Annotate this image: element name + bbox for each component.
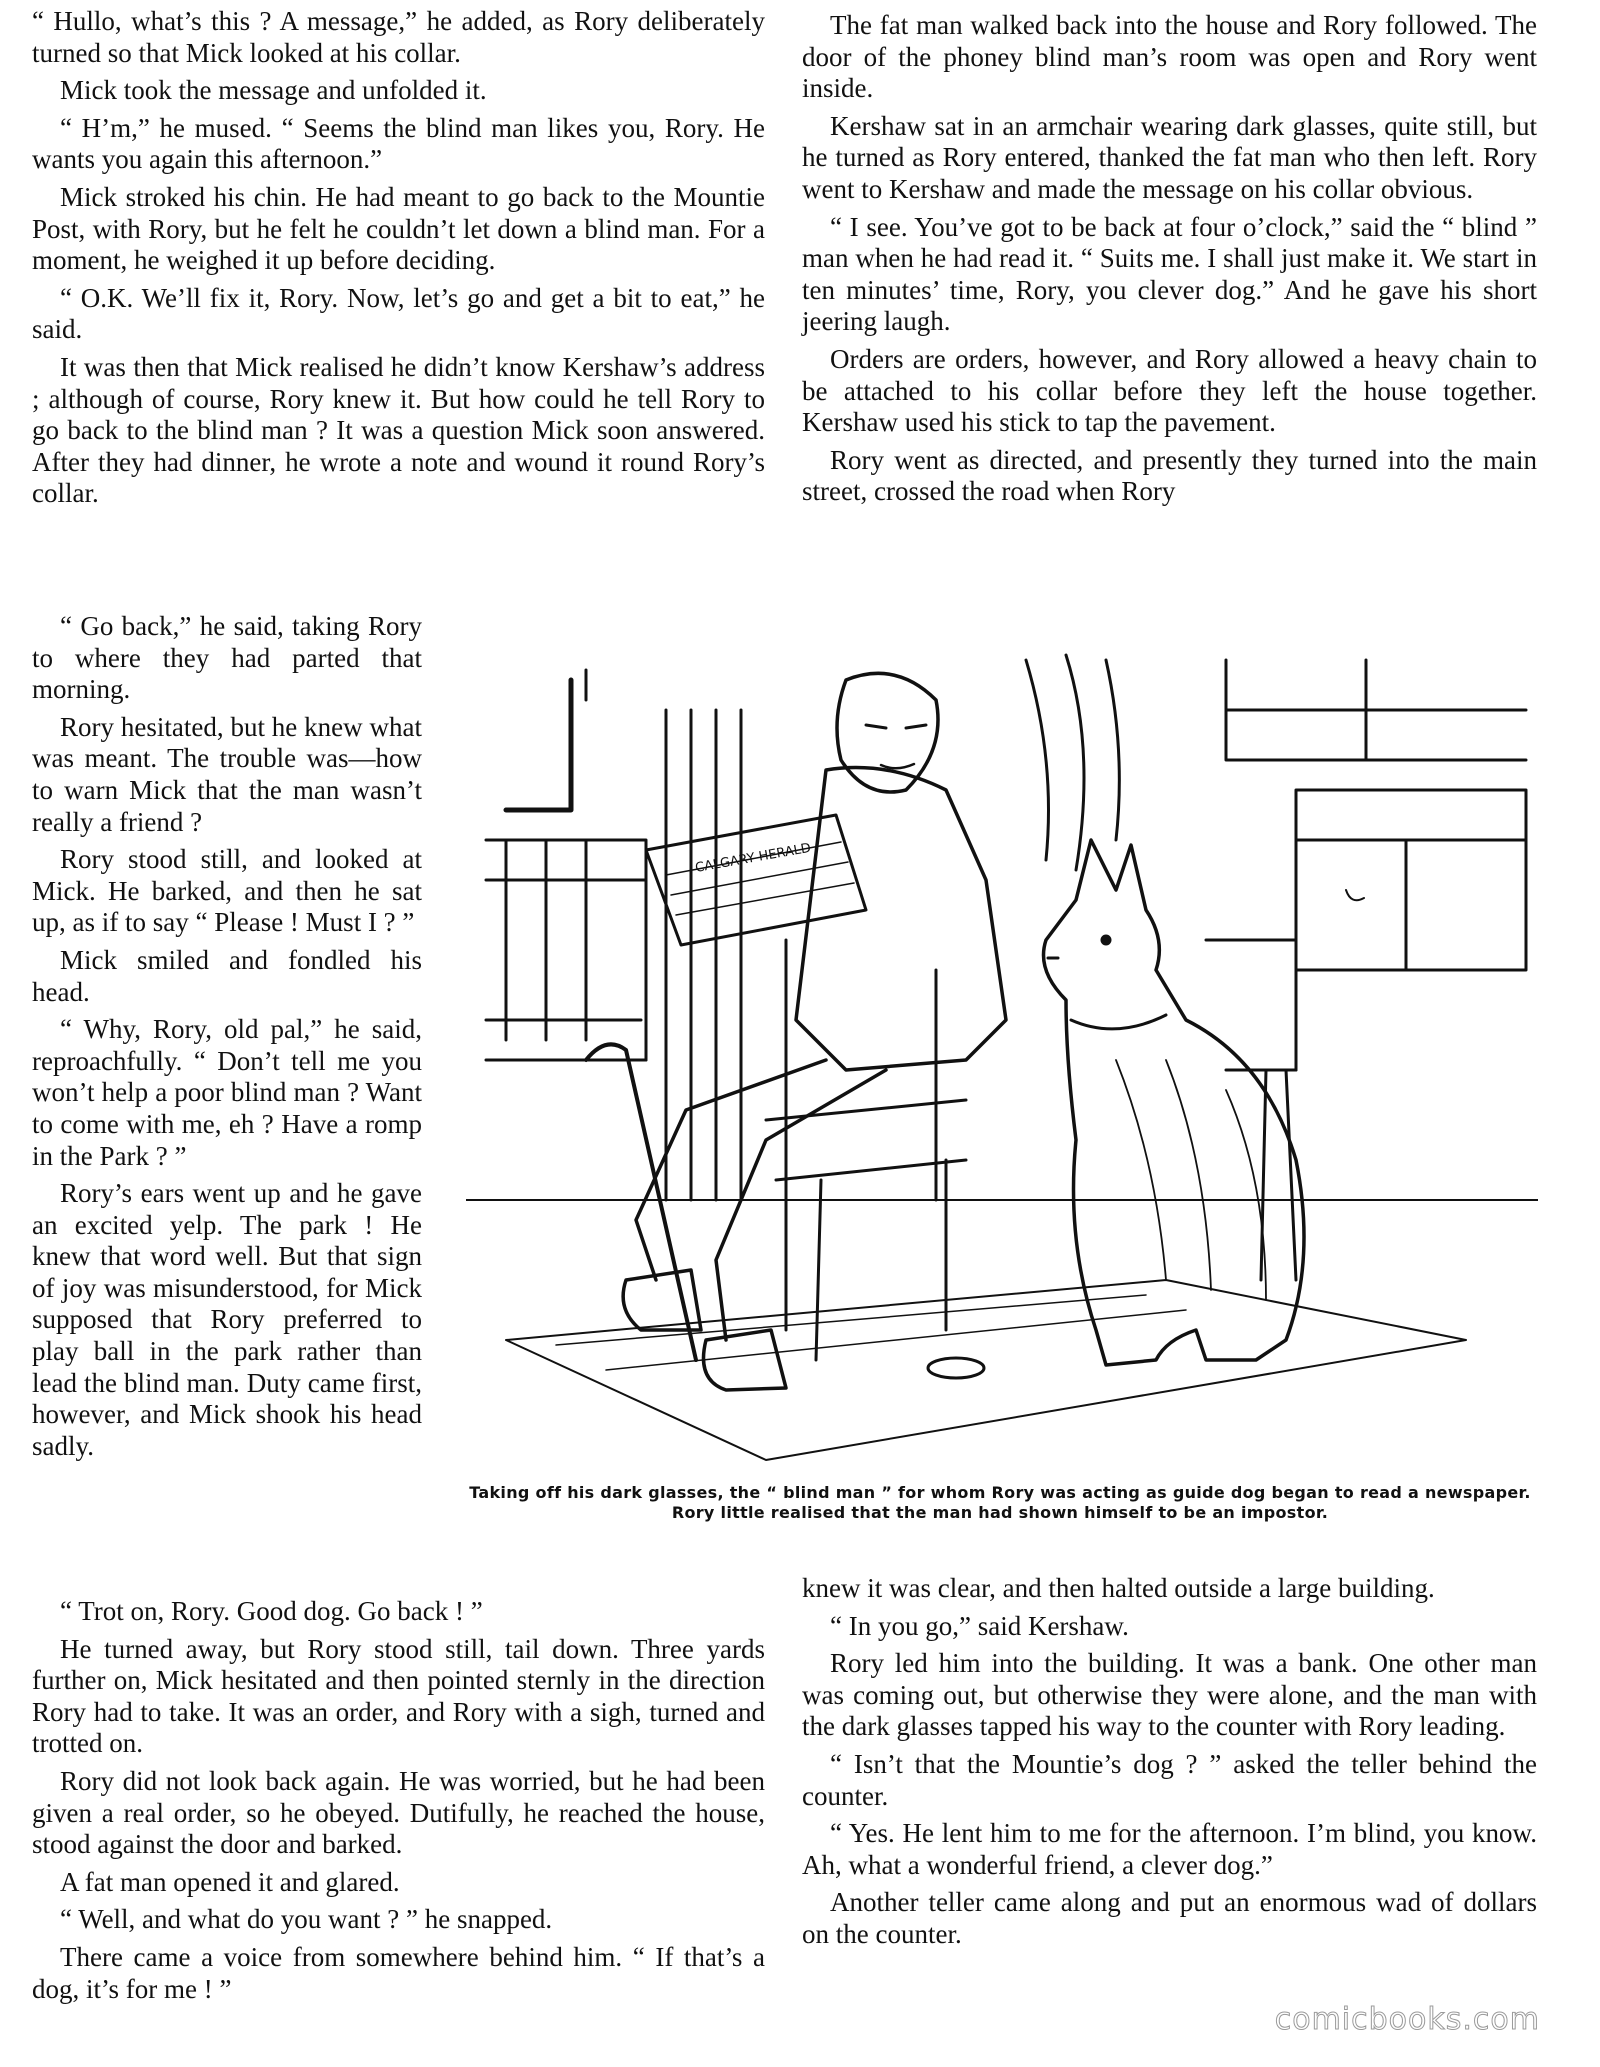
paragraph: “ H’m,” he mused. “ Seems the blind man likes you, Rory. He wants you again this afternoon.”	[32, 112, 765, 175]
paragraph: Rory stood still, and looked at Mick. He barked, and then he sat up, as if to say “ Please ! Must I ? ”	[32, 844, 422, 938]
watermark-text: comicbooks.com	[1274, 2002, 1540, 2037]
paragraph: Mick stroked his chin. He had meant to go back to the Mountie Post, with Rory, but he felt he couldn’t let down a blind man. For a moment, he weighed it up before deciding.	[32, 181, 765, 276]
right-column-bottom	[802, 1573, 1537, 1957]
paragraph: The fat man walked back into the house and Rory followed. The door of the phoney blind man’s room was open and Rory went inside.	[802, 10, 1537, 104]
left-column-bottom	[32, 1596, 765, 2011]
paragraph: Rory hesitated, but he knew what was meant. The trouble was—how to warn Mick that the man wasn’t really a friend ?	[32, 711, 422, 837]
paragraph: “ I see. You’ve got to be back at four o’clock,” said the “ blind ” man when he had read it. “ Suits me. I shall just make it. We start in ten minutes’ time, Rory, you clever dog.” And he gave his short jeering laugh.	[802, 211, 1537, 337]
paragraph: It was then that Mick realised he didn’t know Kershaw’s address ; although of course, Rory knew it. But how could he tell Rory to go back to the blind man ? It was a question Mick soon answered. After they had dinner, he wrote a note and wound it round Rory’s collar.	[32, 351, 765, 509]
paragraph: “ Yes. He lent him to me for the afternoon. I’m blind, you know. Ah, what a wonderful friend, a clever dog.”	[802, 1818, 1537, 1880]
paragraph: “ Go back,” he said, taking Rory to where they had parted that morning.	[32, 611, 422, 705]
paragraph: Mick smiled and fondled his head.	[32, 944, 422, 1007]
paragraph: Rory’s ears went up and he gave an excited yelp. The park ! He knew that word well. But that sign of joy was misunderstood, for Mick supposed that Rory preferred to play ball in the park rather than lead the blind man. Duty came first, however, and Mick shook his head sadly.	[32, 1178, 422, 1461]
paragraph: “ Hullo, what’s this ? A message,” he added, as Rory deliberately turned so that Mick looked at his collar.	[32, 6, 765, 68]
paragraph: He turned away, but Rory stood still, tail down. Three yards further on, Mick hesitated and then pointed sternly in the direction Rory had to take. It was an order, and Rory with a sigh, turned and trotted on.	[32, 1633, 765, 1759]
right-column-top	[802, 10, 1537, 514]
paragraph: Rory went as directed, and presently they turned into the main street, crossed the road when Rory	[802, 444, 1537, 507]
left-column-top	[32, 6, 765, 516]
left-column-narrow	[32, 611, 422, 1468]
paragraph: “ O.K. We’ll fix it, Rory. Now, let’s go and get a bit to eat,” he said.	[32, 282, 765, 345]
paragraph: Another teller came along and put an enormous wad of dollars on the counter.	[802, 1887, 1537, 1949]
paragraph: Mick took the message and unfolded it.	[60, 75, 487, 106]
paragraph: “ Isn’t that the Mountie’s dog ? ” asked the teller behind the counter.	[802, 1748, 1537, 1811]
paragraph: “ Trot on, Rory. Good dog. Go back ! ”	[60, 1596, 483, 1626]
newspaper-masthead: CALGARY HERALD	[694, 840, 813, 876]
paragraph: “ Why, Rory, old pal,” he said, reproachfully. “ Don’t tell me you won’t help a poor blind man ? Want to come with me, eh ? Have a romp in the Park ? ”	[32, 1014, 422, 1171]
paragraph: Kershaw sat in an armchair wearing dark glasses, quite still, but he turned as Rory entered, thanked the fat man who then left. Rory went to Kershaw and made the message on his collar obvious.	[802, 110, 1537, 204]
paragraph: A fat man opened it and glared.	[60, 1866, 400, 1897]
paragraph: “ Well, and what do you want ? ” he snapped.	[60, 1904, 553, 1935]
illustration-caption: Taking off his dark glasses, the “ blind man ” for whom Rory was acting as guide dog began to read a newspaper. Rory little realised that the man had shown himself to be an impostor.	[469, 1483, 1531, 1522]
paragraph: Rory led him into the building. It was a bank. One other man was coming out, but otherwise they were alone, and the man with the dark glasses tapped his way to the counter with Rory leading.	[802, 1648, 1537, 1742]
paragraph: Orders are orders, however, and Rory allowed a heavy chain to be attached to his collar before they left the house together. Kershaw used his stick to tap the pavement.	[802, 343, 1537, 438]
paragraph: There came a voice from somewhere behind him. “ If that’s a dog, it’s for me ! ”	[32, 1941, 765, 2004]
paragraph: Rory did not look back again. He was worried, but he had been given a real order, so he obeyed. Dutifully, he reached the house, stood against the door and barked.	[32, 1765, 765, 1860]
paragraph: knew it was clear, and then halted outside a large building.	[802, 1573, 1435, 1603]
illustration-man-reading-with-dog	[466, 640, 1538, 1480]
paragraph: “ In you go,” said Kershaw.	[830, 1610, 1129, 1641]
